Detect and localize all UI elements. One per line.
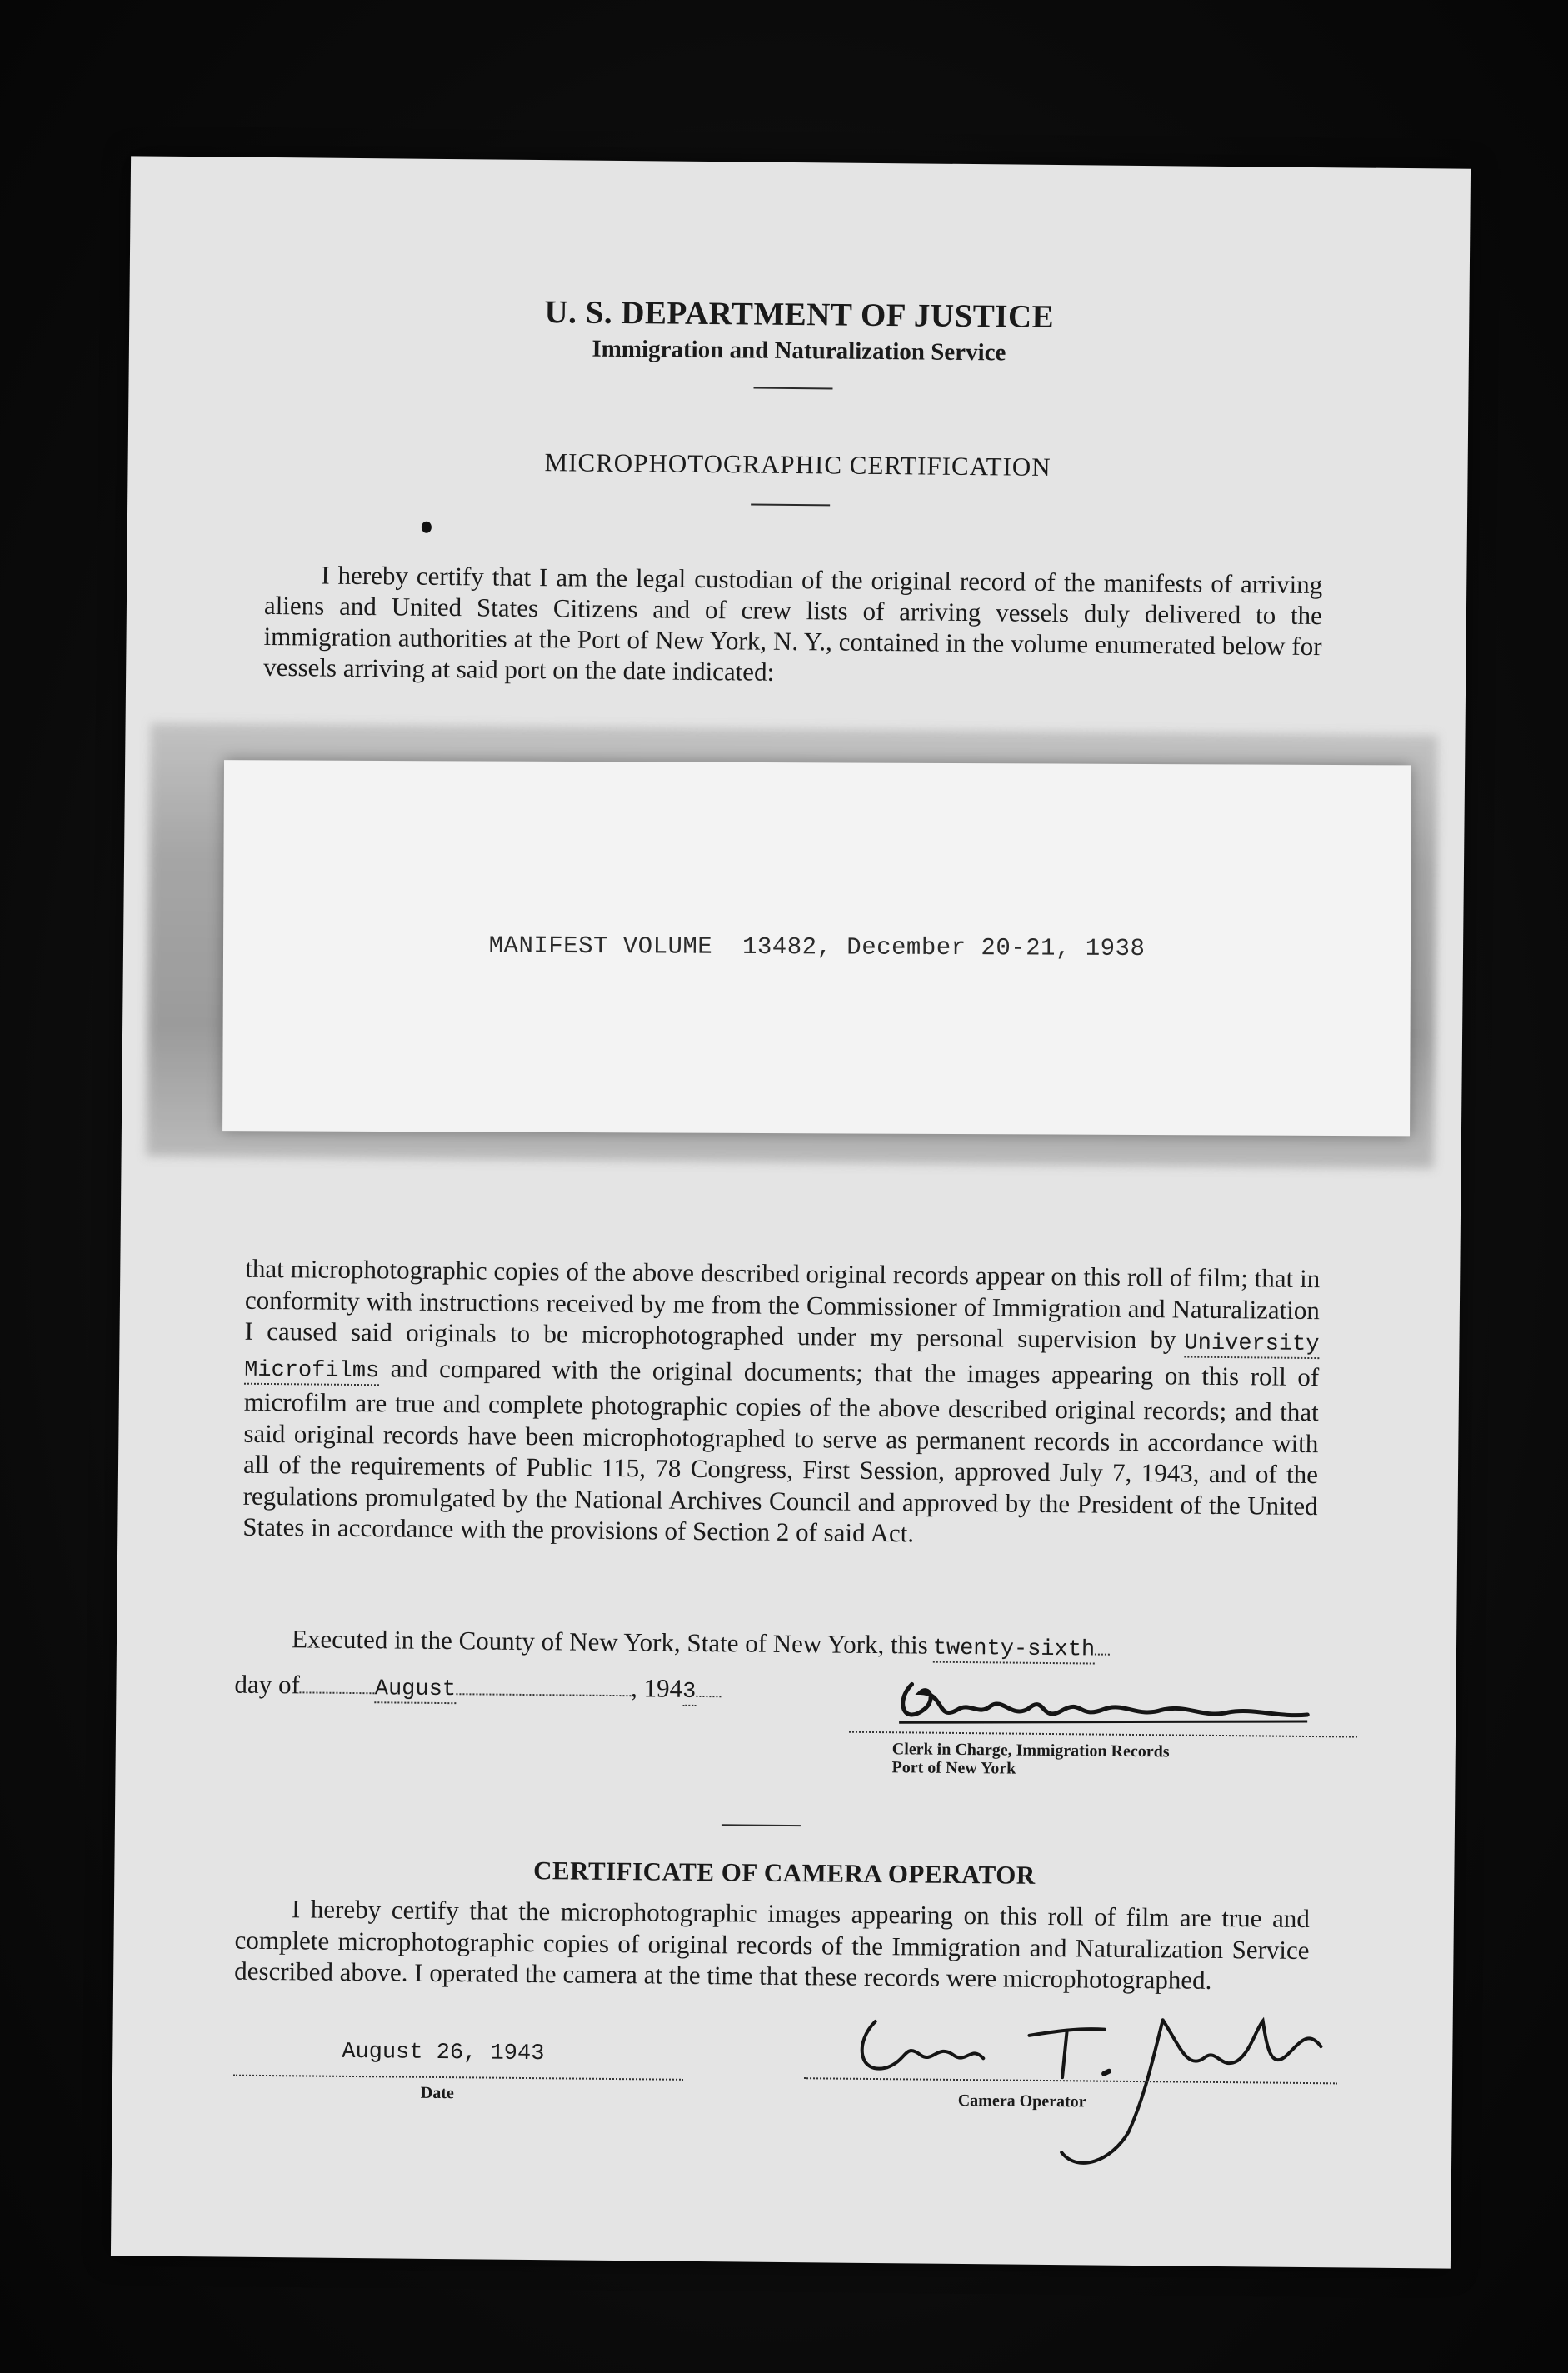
camera-operator-label: Camera Operator [957,2091,1086,2111]
day-of-dots-right [456,1693,631,1696]
camera-certificate-paragraph [234,1893,1310,1997]
date-fill: August 26, 1943 [342,2039,545,2067]
intro-paragraph [263,559,1322,692]
body-text [242,1253,1320,1553]
camera-certificate-title: CERTIFICATE OF CAMERA OPERATOR [532,1856,1036,1890]
day-of-dots-left [300,1691,375,1694]
body-paragraph [242,1253,1320,1553]
header-rule-top [753,387,832,390]
clerk-title [892,1740,1170,1779]
service-heading: Immigration and Naturalization Service [592,335,1006,367]
clerk-title-line1: Clerk in Charge, Immigration Records [891,1740,1170,1761]
section-rule [722,1824,801,1826]
certificate-sheet [111,156,1471,2268]
body-part1: that microphotographic copies of the above described original records appear on this roll of film; that in conformity with instructions received by me from the Commissioner of Immigration and Naturalization I caused said originals to be microphotographed under my personal supervision by [244,1253,1321,1355]
year-prefix: , 194 [630,1673,683,1703]
manifest-insert-card [222,760,1411,1136]
camera-operator-signature [828,1991,1346,2180]
year-dots [696,1696,721,1697]
body-part2: and compared with the original documents; that the images appearing on this roll of microfilm are true and complete photographic copies of the above described original records; and that said original records have been microphotographed to serve as permanent records in accordance with all of the requirements of Public 115, 78 Congress, First Session, approved July 7, 1943, and of the regulations promulgated by the National Archives Council and approved by the President of the United States in accordance with the provisions of Section 2 of said Act. [242,1352,1320,1548]
day-of-line [234,1670,817,1706]
execution-text: Executed in the County of New York, State of New York, this [291,1624,928,1660]
day-of-label: day of [234,1669,301,1700]
month-fill: August [374,1676,457,1703]
year-digit-fill: 3 [682,1679,697,1705]
header-rule-bottom [751,504,830,507]
ink-dot [422,522,432,533]
intro-text: I hereby certify that I am the legal custodian of the original record of the manifests of arriving aliens and United States Citizens and of crew lists of arriving vessels duly delivered to the immigration authorities at the Port of New York, N. Y., contained in the volume enumerated below for vessels arriving at said port on the date indicated: [263,560,1323,687]
agency-heading: U. S. DEPARTMENT OF JUSTICE [544,294,1055,335]
camera-certificate-text: I hereby certify that the microphotographic images appearing on this roll of film are true and complete microphotographic copies of original records of the Immigration and Naturalization Service described above. I operated the camera at the time that these records were microphotographed. [234,1894,1311,1995]
execution-dots [1095,1654,1110,1656]
execution-line [292,1624,1316,1665]
date-label: Date [420,2083,454,2103]
clerk-title-line2: Port of New York [891,1758,1016,1778]
clerk-signature [886,1676,1321,1738]
execution-day-fill: twenty-sixth [932,1636,1096,1663]
filmed-by-fill: University Microfilms [244,1331,1320,1384]
certification-title: MICROPHOTOGRAPHIC CERTIFICATION [544,447,1051,482]
manifest-volume-text: MANIFEST VOLUME 13482, December 20-21, 1938 [488,932,1146,963]
